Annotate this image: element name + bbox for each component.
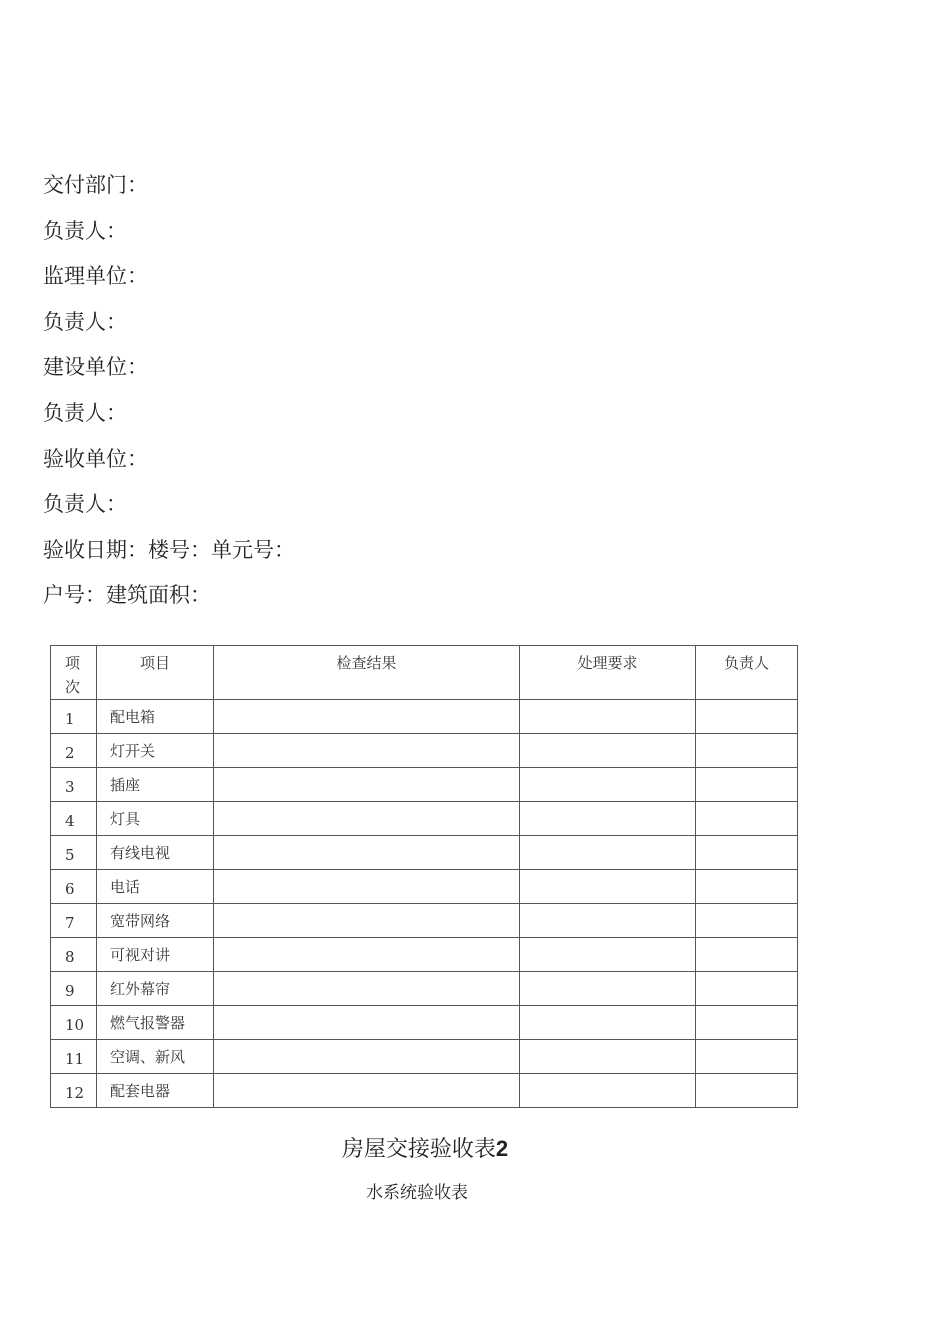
document-title-text: 房屋交接验收表 <box>341 1137 496 1162</box>
row-item: 配电箱 <box>97 700 214 734</box>
field-room-area: 户号：建筑面积： <box>43 583 211 608</box>
row-item: 空调、新风 <box>97 1040 214 1074</box>
field-delivery-responsible: 负责人： <box>43 218 127 243</box>
row-result-cell[interactable] <box>214 768 520 802</box>
row-requirement-cell[interactable] <box>520 700 696 734</box>
table-row <box>51 1074 798 1108</box>
row-item: 可视对讲 <box>97 938 214 972</box>
row-owner-cell[interactable] <box>696 1040 798 1074</box>
row-owner-cell[interactable] <box>696 802 798 836</box>
row-requirement-cell[interactable] <box>520 870 696 904</box>
row-no: 6 <box>51 870 97 904</box>
row-result-cell[interactable] <box>214 734 520 768</box>
row-result-cell[interactable] <box>214 700 520 734</box>
header-result: 检查结果 <box>214 646 520 700</box>
field-date-building-unit: 验收日期：楼号：单元号： <box>43 537 295 562</box>
table-row <box>51 1040 798 1074</box>
row-item: 电话 <box>97 870 214 904</box>
table-row <box>51 904 798 938</box>
row-item: 燃气报警器 <box>97 1006 214 1040</box>
row-no: 5 <box>51 836 97 870</box>
header-requirement: 处理要求 <box>520 646 696 700</box>
table-row <box>51 1006 798 1040</box>
row-no: 12 <box>51 1074 97 1108</box>
row-result-cell[interactable] <box>214 938 520 972</box>
row-no: 8 <box>51 938 97 972</box>
row-no: 1 <box>51 700 97 734</box>
row-owner-cell[interactable] <box>696 734 798 768</box>
row-result-cell[interactable] <box>214 870 520 904</box>
row-result-cell[interactable] <box>214 1074 520 1108</box>
row-item: 灯具 <box>97 802 214 836</box>
field-construction-responsible: 负责人： <box>43 400 127 425</box>
row-owner-cell[interactable] <box>696 836 798 870</box>
header-no: 项次 <box>51 646 97 700</box>
table-row <box>51 870 798 904</box>
row-no: 10 <box>51 1006 97 1040</box>
row-no: 4 <box>51 802 97 836</box>
row-no: 9 <box>51 972 97 1006</box>
row-requirement-cell[interactable] <box>520 768 696 802</box>
document-subtitle: 水系统验收表 <box>366 1183 468 1203</box>
row-owner-cell[interactable] <box>696 700 798 734</box>
row-owner-cell[interactable] <box>696 768 798 802</box>
row-item: 宽带网络 <box>97 904 214 938</box>
row-owner-cell[interactable] <box>696 938 798 972</box>
row-owner-cell[interactable] <box>696 972 798 1006</box>
row-result-cell[interactable] <box>214 836 520 870</box>
table-row <box>51 836 798 870</box>
row-item: 有线电视 <box>97 836 214 870</box>
row-no: 2 <box>51 734 97 768</box>
field-supervision-unit: 监理单位： <box>43 264 148 289</box>
row-result-cell[interactable] <box>214 972 520 1006</box>
row-owner-cell[interactable] <box>696 904 798 938</box>
row-requirement-cell[interactable] <box>520 1006 696 1040</box>
row-result-cell[interactable] <box>214 1040 520 1074</box>
row-item: 红外幕帘 <box>97 972 214 1006</box>
table-row <box>51 938 798 972</box>
document-title-number: 2 <box>495 1136 509 1161</box>
row-no: 3 <box>51 768 97 802</box>
field-delivery-department: 交付部门： <box>43 173 148 197</box>
row-owner-cell[interactable] <box>696 1006 798 1040</box>
field-supervision-responsible: 负责人： <box>43 309 127 334</box>
field-acceptance-responsible: 负责人： <box>43 492 127 517</box>
table-row <box>51 802 798 836</box>
row-result-cell[interactable] <box>214 1006 520 1040</box>
row-item: 配套电器 <box>97 1074 214 1108</box>
header-owner: 负责人 <box>696 646 798 700</box>
row-requirement-cell[interactable] <box>520 836 696 870</box>
row-requirement-cell[interactable] <box>520 938 696 972</box>
row-item: 插座 <box>97 768 214 802</box>
row-requirement-cell[interactable] <box>520 802 696 836</box>
table-row <box>51 734 798 768</box>
table-row <box>51 768 798 802</box>
row-result-cell[interactable] <box>214 802 520 836</box>
row-owner-cell[interactable] <box>696 870 798 904</box>
row-requirement-cell[interactable] <box>520 1040 696 1074</box>
header-item: 项目 <box>97 646 214 700</box>
row-requirement-cell[interactable] <box>520 904 696 938</box>
row-requirement-cell[interactable] <box>520 1074 696 1108</box>
field-construction-unit: 建设单位： <box>43 355 148 380</box>
row-result-cell[interactable] <box>214 904 520 938</box>
table-row <box>51 972 798 1006</box>
row-requirement-cell[interactable] <box>520 972 696 1006</box>
row-no: 7 <box>51 904 97 938</box>
row-requirement-cell[interactable] <box>520 734 696 768</box>
table-header-row <box>51 646 798 700</box>
row-no: 11 <box>51 1040 97 1074</box>
row-owner-cell[interactable] <box>696 1074 798 1108</box>
form-fields <box>43 163 643 619</box>
table-row <box>51 700 798 734</box>
inspection-table <box>50 645 798 1108</box>
document-title <box>0 1132 850 1163</box>
row-item: 灯开关 <box>97 734 214 768</box>
field-acceptance-unit: 验收单位： <box>43 446 148 471</box>
